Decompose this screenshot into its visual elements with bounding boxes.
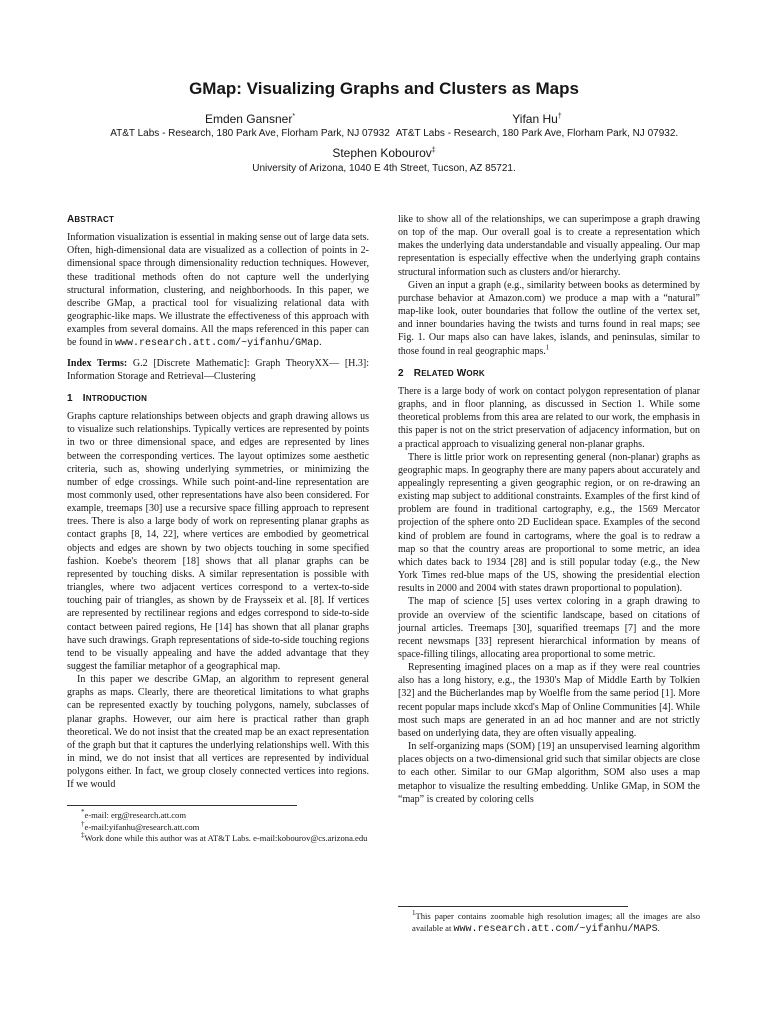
author-2-mark: † bbox=[557, 113, 562, 120]
author-2-name: Yifan Hu bbox=[512, 112, 558, 126]
author-2-affiliation: AT&T Labs - Research, 180 Park Ave, Florham Park, NJ 07932. bbox=[395, 128, 679, 139]
author-3-mark: ‡ bbox=[431, 147, 436, 154]
intro-heading: 1 INTRODUCTION bbox=[67, 392, 148, 404]
author-3-affiliation: University of Arizona, 1040 E 4th Street, Tucson, AZ 85721. bbox=[252, 163, 516, 174]
index-terms-label: Index Terms: bbox=[67, 357, 128, 369]
footnote-3: ‡Work done while this author was at AT&T Labs. e-mail:kobourov@cs.arizona.edu bbox=[81, 831, 368, 844]
related-paragraph-4: Representing imagined places on a map as if they were real countries also has a long history, e.g., the 1930's Map of Middle Earth by Tolkien [32] and the Bücherlandes map by Woelfle from the same period [1]. More recent popular maps include xkcd's Map of Online Communities [4]. While most such maps are generated in an ad hoc manner and are not strictly based on underlying data, they are often visually appealing. bbox=[398, 662, 700, 739]
related-paragraph-1: There is a large body of work on contact polygon representation of planar graphs, and in floor planning, as discussed in Section 1. While some theoretical problems from this area are related to our work, the emphasis in this paper is not on the strict preservation of adjacency information, but on a practical approach to visualizing general non-planar graphs. bbox=[398, 385, 700, 450]
maps-url[interactable]: www.research.att.com/~yifanhu/MAPS bbox=[453, 923, 658, 935]
abstract-url[interactable]: www.research.att.com/~yifanhu/GMap bbox=[115, 338, 320, 350]
footnote-1: *e-mail: erg@research.att.com bbox=[81, 808, 187, 820]
author-3 bbox=[284, 146, 484, 160]
abstract-text: Information visualization is essential in making sense out of large data sets. Often, high-dimensional data are visualized as a collection of points in 2-dimensional space through dimensionality reduction techniques. However, these traditional methods often do not capture well the underlying structural information, clustering, and neighborhoods. In this paper, we describe GMap, a practical tool for visualizing relational data with geographic-like maps. We illustrate the effectiveness of this approach with examples from several domains. All the maps referenced in this paper can be found in www.research.att.com/~yifanhu/GMap. bbox=[67, 232, 369, 350]
related-paragraph-2: There is little prior work on representing general (non-planar) graphs as geographic maps. In geography there are many papers about accurately and appealingly representing a given geographic region, or on re-drawing an existing map subject to additional constraints. Examples of the first kind of problem are found in traditional cartography, e.g., the 1569 Mercator projection of the sphere onto 2D Euclidean space. Examples of the second kind of problem are found in cartograms, where the goal is to redraw a map so that the country areas are proportional to some metric, an idea which dates back to 1934 [28] and is still popular today (e.g., the New York Times red-blue maps of the US, showing the presidential election results in 2000 and 2004 with states drawn proportional to population). bbox=[398, 451, 700, 595]
left-column bbox=[67, 213, 369, 792]
footnotes-left bbox=[67, 805, 369, 845]
paper-title: GMap: Visualizing Graphs and Clusters as Maps bbox=[189, 79, 579, 98]
abstract-heading: ABSTRACT bbox=[67, 214, 115, 225]
author-1-affiliation: AT&T Labs - Research, 180 Park Ave, Florham Park, NJ 07932 bbox=[110, 128, 390, 139]
author-1-name: Emden Gansner bbox=[204, 112, 293, 126]
intro-paragraph-2: In this paper we describe GMap, an algorithm to represent general graphs as maps. Clearly, there are theoretical limitations to what graphs can be represented exactly by touching polygons, namely, subclasses of planar graphs. However, our aim here is practical rather than graph theoretical. We do not insist that the created map be an exact representation of the graph but that it captures the underlying relationships well. With this in mind, we do not insist that all vertices are represented by individual polygons either. In fact, we group closely connected vertices into regions. If we would bbox=[67, 674, 369, 791]
footnote-2: †e-mail:yifanhu@research.att.com bbox=[81, 819, 200, 832]
related-work-heading: 2 RELATED WORK bbox=[398, 367, 485, 379]
footnote-right bbox=[398, 906, 700, 935]
related-paragraph-5: In self-organizing maps (SOM) [19] an unsupervised learning algorithm places objects on a two-dimensional grid such that similar objects are close to each other. Similar to our GMap algorithm, SOM also uses a map metaphor to visualize the resulting embedding. Unlike GMap, in SOM the “map” is created by coloring cells bbox=[398, 741, 700, 805]
right-column bbox=[398, 213, 700, 806]
author-3-name: Stephen Kobourov bbox=[332, 146, 432, 160]
related-paragraph-3: The map of science [5] uses vertex coloring in a graph drawing to provide an overview of the scientific landscape, based on citations of journal articles. Treemaps [30], squarified treemaps [7] and the more recent newsmaps [33] represent hierarchical information by means of space-filling tilings, allocating area proportional to some metric. bbox=[398, 596, 700, 660]
index-terms: Index Terms: G.2 [Discrete Mathematic]: Graph TheoryXX— [H.3]: Information Storage and Retrieval—Clustering bbox=[67, 357, 369, 382]
footnote-ref-1[interactable]: 1 bbox=[545, 343, 550, 352]
author-1-mark: * bbox=[292, 113, 296, 120]
author-2 bbox=[437, 112, 637, 126]
footnote-rule bbox=[67, 805, 297, 806]
footnote-4: $^1$This paper contains zoomable high resolution images; all the images are also available at www.research.att.com/~yifanhu/MAPS. bbox=[412, 909, 700, 935]
footnote-rule-right bbox=[398, 906, 628, 907]
intro-paragraph-3: like to show all of the relationships, we can superimpose a graph drawing on top of the map. Our overall goal is to create a representation which makes the underlying data understandable and visually appealing. Our map representation is especially effective when the underlying graph contains structural information such as clusters and/or hierarchy. bbox=[398, 214, 700, 278]
author-1 bbox=[150, 112, 350, 126]
intro-paragraph-1: Graphs capture relationships between objects and graph drawing allows us to visualize such relationships. Typically vertices are represented by points in two or three dimensional space, and edges are represented by lines between the corresponding vertices. The layout optimizes some aesthetic criteria, such as, showing underlying symmetries, or minimizing the number of edge crossings. While such point-and-line representation are most commonly used, other representations have also been considered. For example, treemaps [30] use a recursive space filling approach to represent trees. There is also a large body of work on representing planar graphs as contact graphs [8, 14, 22], where vertices are embodied by geometrical objects and edges are shown by two objects touching in some specified fashion. Koebe's theorem [18] shows that all planar graphs can be represented by touching disks. A similar representation is possible with triangles, where two adjacent vertices correspond to a vertex-to-side touching pair of triangles, as shown by de Fraysseix et al. [8]. If vertices are represented by rectilinear regions and edges correspond to side-to-side contact between paired regions, He [14] has shown that all planar graphs have such drawings. Graph representations of side-to-side touching regions tend to be visually appealing and have the added advantage that they suggest the familiar metaphor of a geographical map. bbox=[67, 411, 369, 672]
intro-paragraph-4: Given an input a graph (e.g., similarity between books as determined by purchase behavior at Amazon.com) we produce a map with a “natural” map-like look, outer boundaries that follow the outline of the vertex set, and inner boundaries having the twists and turns found in real maps; see Fig. 1. Our maps also can have lakes, islands, and peninsulas, similar to those found in real geographic maps.$^1$ bbox=[398, 279, 700, 357]
